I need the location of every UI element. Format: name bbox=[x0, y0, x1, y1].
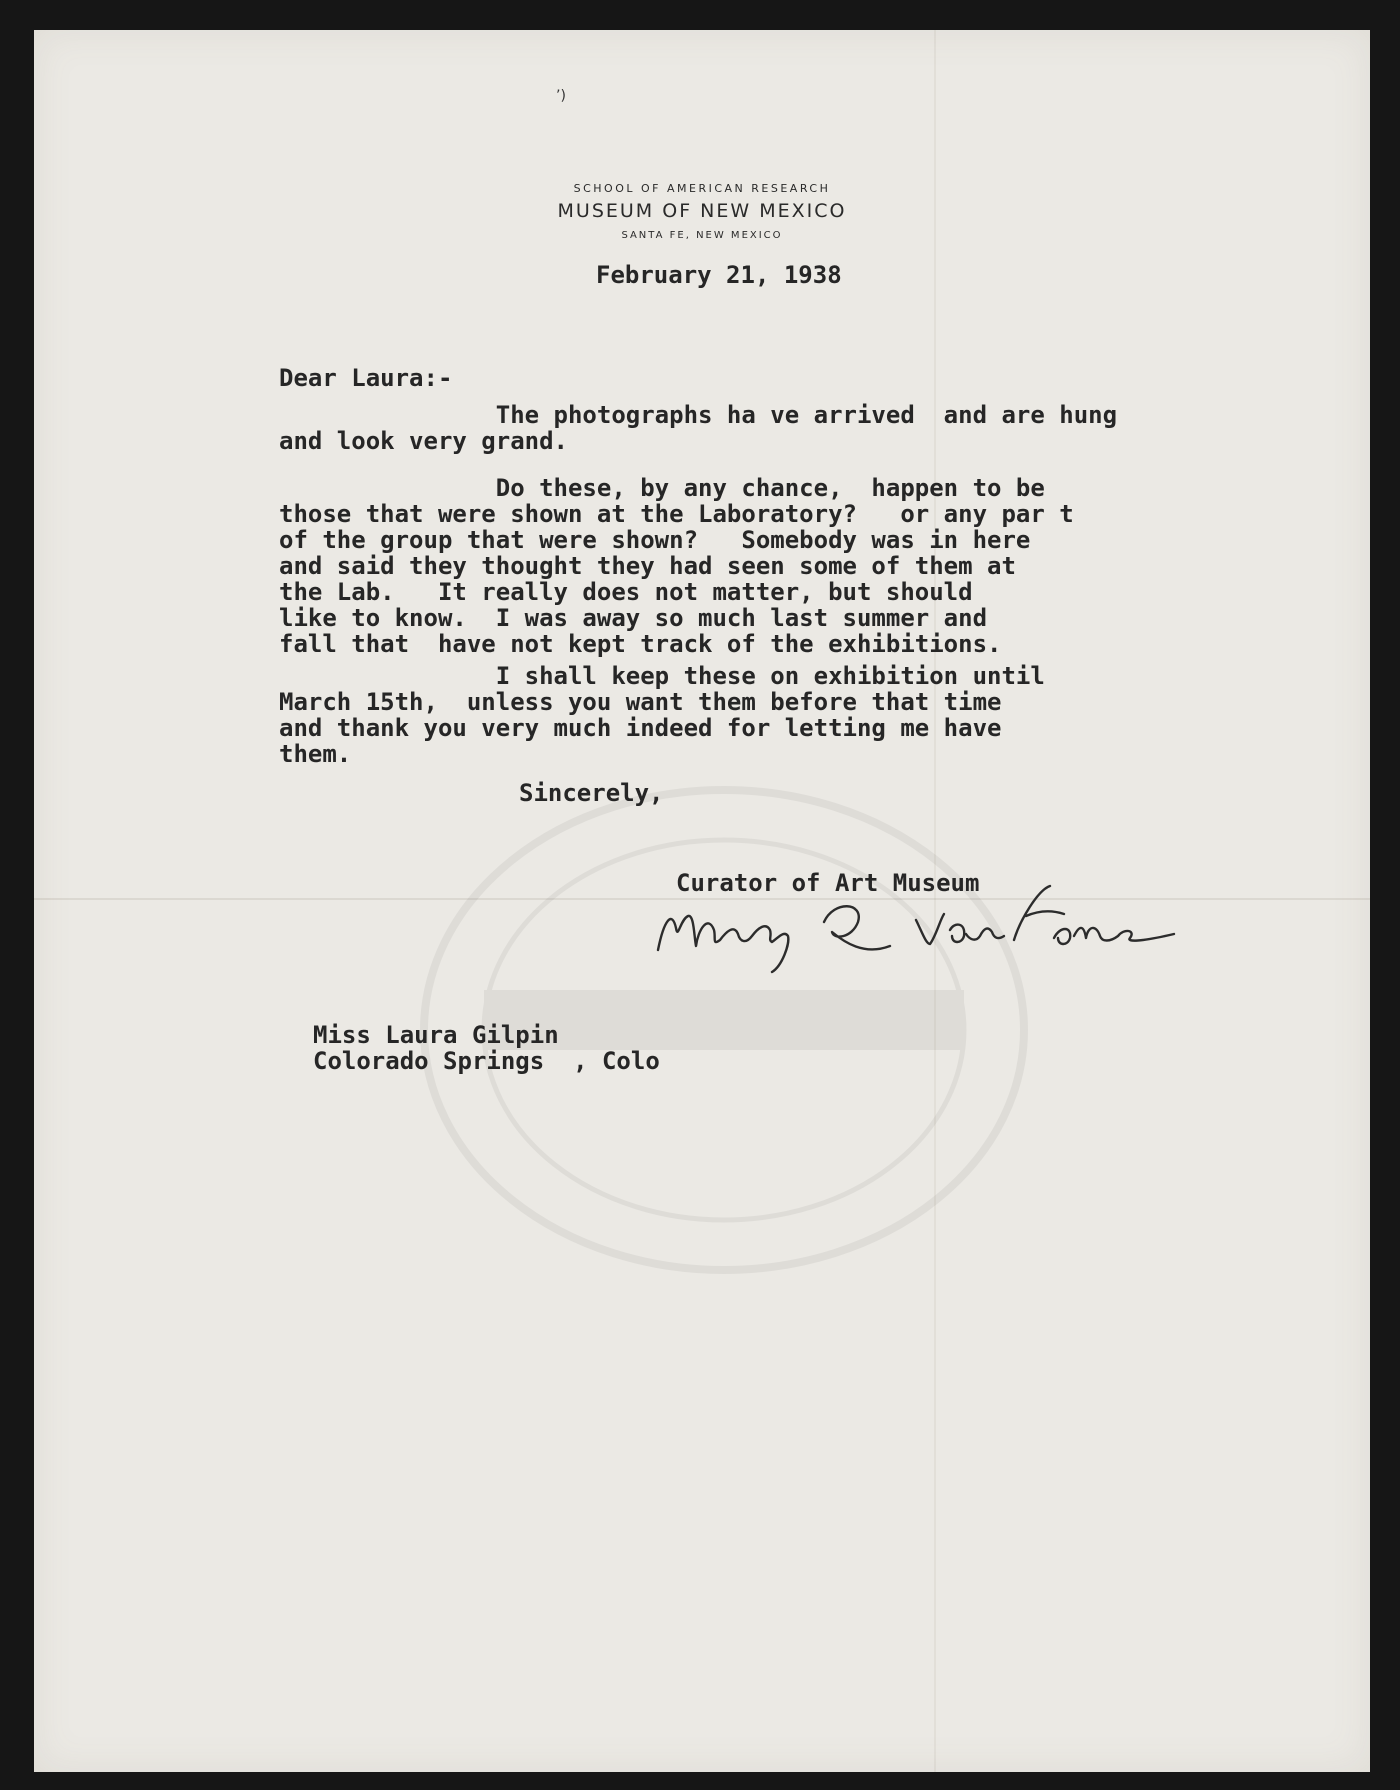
recipient-address: Miss Laura Gilpin Colorado Springs , Colo bbox=[313, 1021, 660, 1075]
closing: Sincerely, bbox=[519, 779, 664, 807]
corner-mark: ’) bbox=[556, 88, 566, 104]
letterhead-museum: MUSEUM OF NEW MEXICO bbox=[557, 200, 847, 222]
paragraph-1: The photographs ha ve arrived and are hung and look very grand. bbox=[279, 401, 1118, 455]
salutation: Dear Laura:- bbox=[279, 364, 453, 392]
letterhead-city: SANTA FE, NEW MEXICO bbox=[621, 230, 783, 241]
letter-paper bbox=[34, 30, 1370, 1772]
paragraph-2: Do these, by any chance, happen to be those that were shown at the Laboratory? or any par t of the group that were shown? Somebody was in here and said they thought they had seen some of them at the Lab. It really does not matter, but should like to know. I was away so much last summer and fall that have not kept track of the exhibitions. bbox=[279, 474, 1074, 658]
letter-date: February 21, 1938 bbox=[596, 261, 842, 289]
letterhead-organization: SCHOOL OF AMERICAN RESEARCH bbox=[573, 182, 831, 195]
paragraph-3: I shall keep these on exhibition until March 15th, unless you want them before that time and thank you very much indeed for letting me have them. bbox=[279, 662, 1045, 768]
signer-title: Curator of Art Museum bbox=[676, 869, 980, 897]
